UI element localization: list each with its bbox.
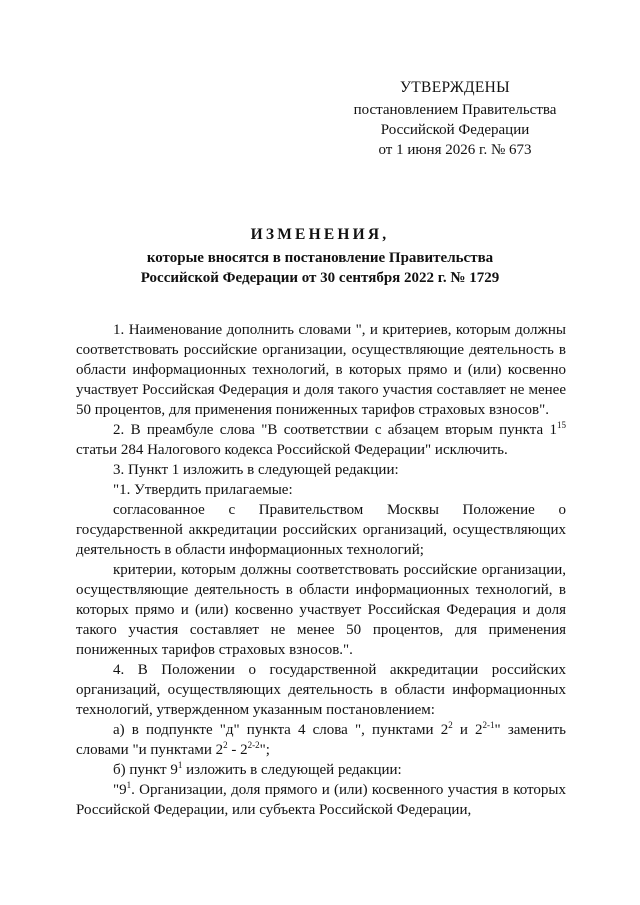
- paragraph-4-b: [76, 760, 566, 780]
- approval-stamp: [340, 78, 570, 160]
- paragraph-4a-text-1: а) в подпункте "д" пункта 4 слова ", пунктами 2: [113, 722, 449, 738]
- subtitle-line-2: Российской Федерации от 30 сентября 2022 г. № 1729: [140, 270, 500, 286]
- paragraph-4: 4. В Положении о государственной аккредитации российских организаций, осуществляющих деятельность в области информационных технологий, утвержденном указанным постановлением:: [76, 662, 566, 718]
- paragraph-4a-sup-1: 2: [448, 720, 453, 730]
- approval-heading: УТВЕРЖДЕНЫ: [400, 79, 510, 96]
- paragraph-4a-text-4: - 2: [227, 742, 248, 758]
- subtitle-line-1: которые вносятся в постановление Правительства: [146, 250, 494, 266]
- paragraph-3-quote-3: критерии, которым должны соответствовать российские организации, осуществляющие деятельность в области информационных технологий, в которых прямо и (или) косвенно участвует Российская Федерация и доля такого участия составляет не менее 50 процентов, для применения пониженных тарифов страховых взносов.".: [76, 562, 566, 658]
- paragraph-4b-superscript: 1: [177, 760, 183, 770]
- document-body: [76, 320, 566, 820]
- paragraph-4-quote: [76, 780, 566, 820]
- paragraph-4a-sup-2: 2-1: [482, 720, 495, 730]
- paragraph-4q-text-1: "9: [113, 782, 127, 798]
- paragraph-4-a: [76, 720, 566, 760]
- paragraph-4b-text-2: изложить в следующей редакции:: [182, 762, 402, 778]
- paragraph-4q-text-2: . Организации, доля прямого и (или) косвенного участия в которых Российской Федерации, или субъекта Российской Федерации,: [76, 782, 566, 818]
- paragraph-2: [76, 420, 566, 460]
- paragraph-2-text-b: статьи 284 Налогового кодекса Российской Федерации" исключить.: [76, 442, 508, 458]
- paragraph-1: 1. Наименование дополнить словами ", и критериев, которым должны соответствовать российские организации, осуществляющие деятельность в области информационных технологий, в которых прямо и (или) косвенно участвует Российская Федерация и доля такого участия составляет не менее 50 процентов, для применения пониженных тарифов страховых взносов".: [76, 322, 566, 418]
- paragraph-3: 3. Пункт 1 изложить в следующей редакции:: [113, 462, 399, 478]
- document-title: ИЗМЕНЕНИЯ,: [250, 226, 390, 243]
- paragraph-4a-sup-4: 2-2: [247, 740, 260, 750]
- paragraph-4b-text-1: б) пункт 9: [113, 762, 178, 778]
- paragraph-4q-superscript: 1: [126, 780, 132, 790]
- paragraph-2-text-a: 2. В преамбуле слова "В соответствии с абзацем вторым пункта 1: [113, 422, 557, 438]
- approval-line-1: постановлением Правительства: [353, 102, 557, 118]
- approval-line-3: от 1 июня 2026 г. № 673: [378, 142, 532, 158]
- paragraph-3-quote-2: согласованное с Правительством Москвы Положение о государственной аккредитации российских организаций, осуществляющих деятельность в области информационных технологий;: [76, 502, 566, 558]
- paragraph-3-quote-1: "1. Утвердить прилагаемые:: [113, 482, 293, 498]
- document-subtitle: [60, 248, 580, 288]
- paragraph-2-superscript: 15: [557, 420, 566, 430]
- paragraph-4a-text-2: и 2: [452, 722, 483, 738]
- paragraph-4a-text-3: " заменить словами "и пунктами 2: [76, 722, 567, 758]
- paragraph-4a-text-5: ";: [259, 742, 270, 758]
- paragraph-4a-sup-3: 2: [223, 740, 228, 750]
- approval-line-2: Российской Федерации: [380, 122, 530, 138]
